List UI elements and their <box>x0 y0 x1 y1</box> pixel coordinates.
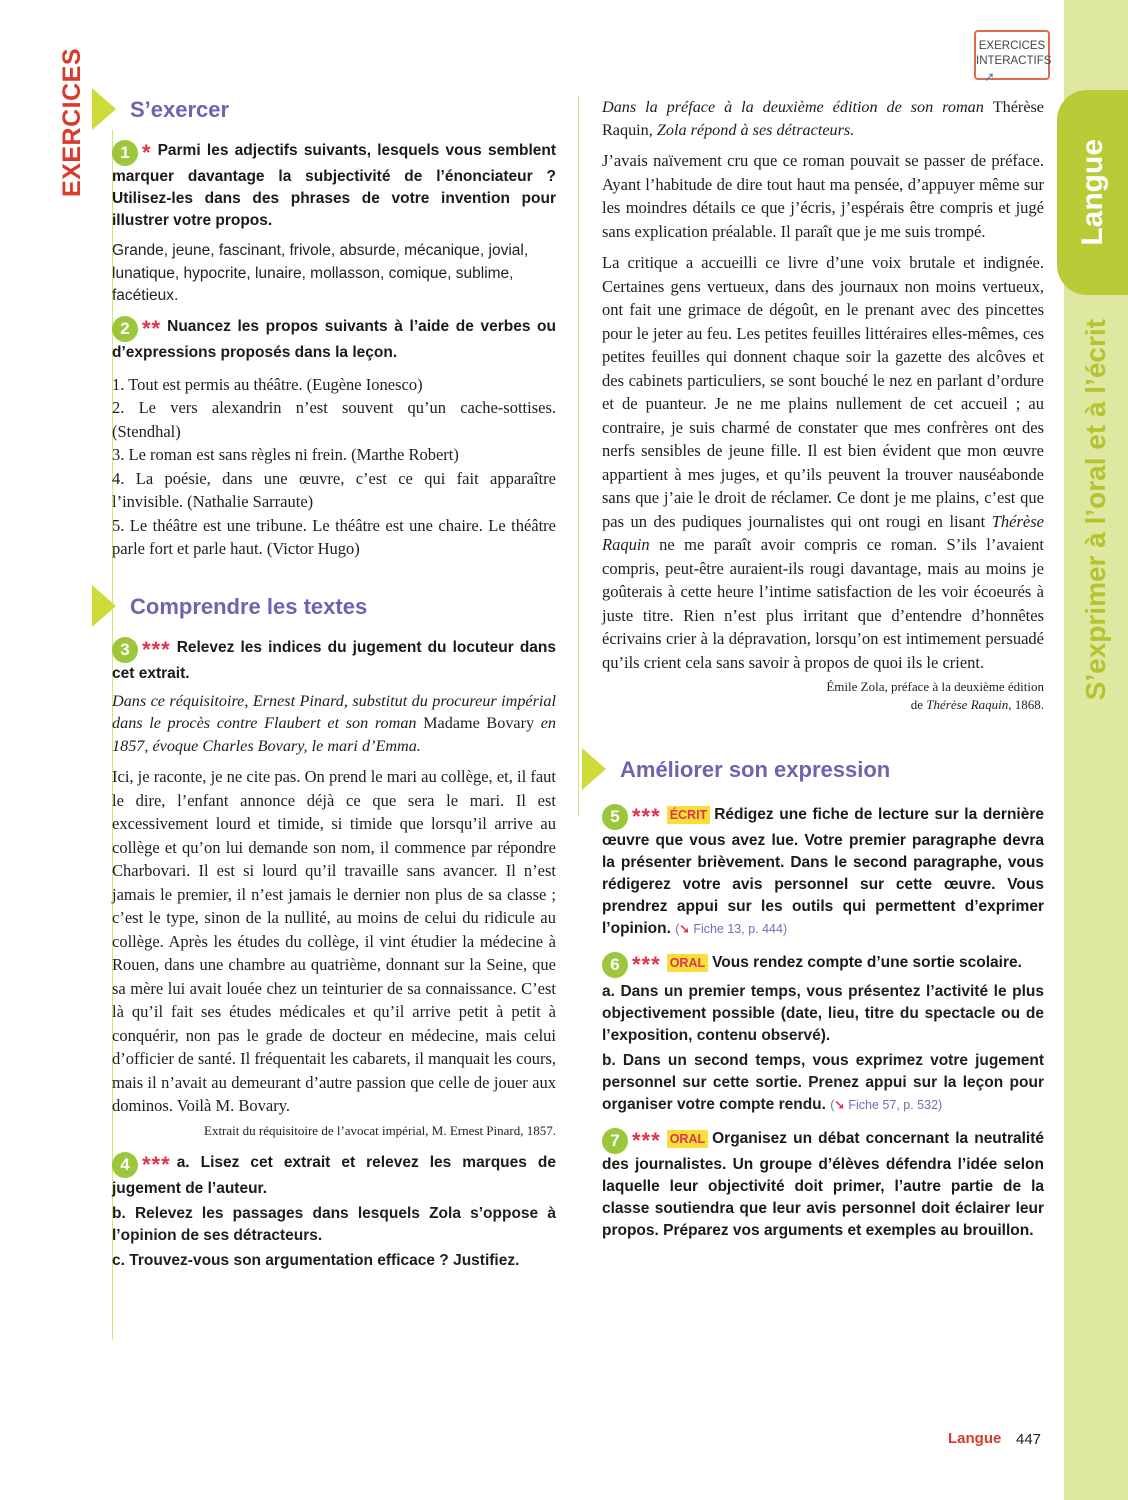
section-marker-icon <box>582 748 606 790</box>
section-title: Améliorer son expression <box>620 757 891 782</box>
difficulty-stars: *** <box>632 804 661 829</box>
extract-credit: Extrait du réquisitoire de l’avocat impérial, M. Ernest Pinard, 1857. <box>204 1122 556 1138</box>
extract-text: Ici, je raconte, je ne cite pas. On prend le mari au collège, et, il faut le dire, l’enfant annonce déjà ce que sera le mari. Il est excessivement lourd et timide, si timide que lorsqu’il arrive au collège et qu’on lui demande son nom, il commence par répondre Charbovari. Il est si lourd qu’il travaille sans avancer. Il n’est jamais le premier, il n’est jamais le dernier non plus de sa classe ; c’est le type, sinon de la nullité, au moins de celui du ridicule au collège. Après les études du collège, il vint étudier la médecine à Rouen, dans une chambre au quatrième, donnant sur la Seine, que sa mère lui avait louée chez un teinturier de sa connaissance. C’est là qu’il fait ses études médicales et qu’il arrive petit à petit à conquérir, non pas le grade de docteur en médecine, mais celui d’officier de santé. Il fréquentait les cabarets, il manquait les cours, mais il n’avait au demeurant d’autre passion que celle de jouer aux dominos. Voilà M. Bovary. <box>112 767 556 1115</box>
exercise-number: 1 <box>112 140 138 166</box>
difficulty-stars: *** <box>142 636 171 662</box>
exercise-6-question-b: b. Dans un second temps, vous exprimez votre jugement personnel sur cette sortie. Prenez appui sur la leçon pour organiser votre compte rendu. (➘ Fiche 57, p. 532) <box>602 1052 1044 1113</box>
fiche-link[interactable]: (➘ Fiche 57, p. 532) <box>830 1098 943 1112</box>
exercise-2-question: 2 ** Nuancez les propos suivants à l’aide de verbes ou d’expressions proposés dans la leçon. <box>112 315 556 361</box>
exercise-number: 4 <box>112 1152 138 1178</box>
section-sexercer <box>112 88 556 132</box>
difficulty-stars: *** <box>632 1128 661 1153</box>
section-marker-icon <box>92 585 116 627</box>
exercise-3 <box>112 637 556 1140</box>
right-column <box>602 96 1044 1242</box>
section-marker-icon <box>92 88 116 130</box>
list-item: 4. La poésie, dans une œuvre, c’est ce qui fait apparaître l’invisible. (Nathalie Sarraute) <box>112 468 556 511</box>
footer-section-label: Langue <box>948 1430 1002 1447</box>
left-column <box>112 88 556 1272</box>
exercise-number: 3 <box>112 637 138 663</box>
exercise-5 <box>602 804 1044 940</box>
exercise-4-question-b: b. Relevez les passages dans lesquels Zola s’oppose à l’opinion de ses détracteurs. <box>112 1204 556 1244</box>
page-number: 447 <box>1016 1431 1042 1448</box>
exercise-1-question: 1 * Parmi les adjectifs suivants, lesquels vous semblent marquer davantage la subjectivité de l’énonciateur ? Utilisez-les dans des phrases de votre invention pour illustrer votre propos. <box>112 140 556 229</box>
difficulty-stars: *** <box>632 952 661 977</box>
exercise-4-question-c: c. Trouvez-vous son argumentation efficace ? Justifiez. <box>112 1251 520 1269</box>
zola-intro: Dans la préface à la deuxième édition de son roman Thérèse Raquin, Zola répond à ses détracteurs. <box>602 98 1044 139</box>
tab-langue[interactable]: Langue <box>1057 90 1128 295</box>
exercise-number: 2 <box>112 316 138 342</box>
difficulty-stars: ** <box>142 315 162 341</box>
arrow-icon: ➘ <box>834 1098 845 1112</box>
exercise-1 <box>112 140 556 308</box>
oral-badge: ORAL <box>667 1130 708 1148</box>
oral-badge: ORAL <box>667 954 708 972</box>
tab-sexprimer[interactable]: S’exprimer à l’oral et à l’écrit <box>1080 319 1111 701</box>
interactive-line-1: EXERCICES <box>978 40 1046 52</box>
section-comprendre <box>112 585 556 629</box>
section-ameliorer <box>602 748 1044 792</box>
fiche-link[interactable]: (➘ Fiche 13, p. 444) <box>675 922 788 936</box>
interactive-line-2: INTERACTIFS <box>976 55 1052 67</box>
exercise-2 <box>112 316 556 561</box>
difficulty-stars: *** <box>142 1151 171 1177</box>
interactive-exercises-button[interactable] <box>974 30 1052 84</box>
exercise-4-question-a: 4 *** a. Lisez cet extrait et relevez les marques de jugement de l’auteur. <box>112 1151 556 1197</box>
cursor-arrow-icon: ➚ <box>984 69 995 84</box>
adjective-list: Grande, jeune, fascinant, frivole, absurde, mécanique, jovial, lunatique, hypocrite, lunaire, mollasson, comique, sublime, facétieux. <box>112 242 529 304</box>
difficulty-stars: * <box>142 140 152 165</box>
right-column-rule <box>578 96 579 816</box>
zola-credit: Émile Zola, préface à la deuxième édition de Thérèse Raquin, 1868. <box>826 679 1044 712</box>
exercise-7-question: 7 *** ORAL Organisez un débat concernant la neutralité des journalistes. Un groupe d’élèves défendra l’idée selon laquelle leur objectivité doit primer, l’autre partie de la classe soutiendra que leur avis personnel doit éclairer leur propos. Préparez vos arguments et exemples au brouillon. <box>602 1128 1044 1239</box>
section-title: Comprendre les textes <box>130 593 368 619</box>
exercise-3-question: 3 *** Relevez les indices du jugement du locuteur dans cet extrait. <box>112 636 556 682</box>
exercise-7 <box>602 1128 1044 1242</box>
section-title: S’exercer <box>130 97 230 122</box>
quote-list <box>112 373 556 561</box>
zola-paragraph-1: J’avais naïvement cru que ce roman pouvait se passer de préface. Ayant l’habitude de dire tout haut ma pensée, d’appuyer même sur les moindres détails ce que j’écris, j’espérais être compris et jugé sans explication préalable. Il paraît que je me suis trompé. <box>602 151 1044 241</box>
extract-intro: Dans ce réquisitoire, Ernest Pinard, substitut du procureur impérial dans le procès contre Flaubert et son roman Madame Bovary en 1857, évoque Charles Bovary, le mari d’Emma. <box>112 691 557 755</box>
ecrit-badge: ÉCRIT <box>667 806 711 824</box>
list-item: 1. Tout est permis au théâtre. (Eugène Ionesco) <box>112 374 423 394</box>
arrow-icon: ➘ <box>679 922 690 936</box>
exercise-number: 7 <box>602 1128 628 1154</box>
exercise-6-question: 6 *** ORAL Vous rendez compte d’une sortie scolaire. <box>602 952 1044 978</box>
list-item: 5. Le théâtre est une tribune. Le théâtre est une chaire. Le théâtre parle fort et parle haut. (Victor Hugo) <box>112 515 556 558</box>
exercise-6 <box>602 952 1044 1116</box>
list-item: 3. Le roman est sans règles ni frein. (Marthe Robert) <box>112 445 459 464</box>
exercise-5-question: 5 *** ÉCRIT Rédigez une fiche de lecture sur la dernière œuvre que vous avez lue. Votre premier paragraphe devra la présenter brièvement. Dans le second paragraphe, vous rédigerez votre avis personnel sur cette œuvre. Vous prendrez appui sur les outils qui permettent d’exprimer l’opinion. (➘ Fiche 13, p. 444) <box>602 804 1044 937</box>
list-item: 2. Le vers alexandrin n’est souvent qu’un cache-sottises. (Stendhal) <box>112 398 556 441</box>
exercices-side-label: EXERCICES <box>57 48 86 197</box>
zola-paragraph-2: La critique a accueilli ce livre d’une voix brutale et indignée. Certaines gens vertueux, dans des journaux non moins vertueux, ont fait une grimace de dégoût, en le prenant avec des pincettes pour le jeter au feu. Les petites feuilles littéraires elles-mêmes, ces petites feuilles qui donnent chaque soir la gazette des alcôves et des cabinets particuliers, se sont bouché le nez en parlant d’ordure et de puanteur. Je ne me plains nullement de cet accueil ; au contraire, je suis charmé de constater que mes confrères ont des nerfs sensibles de jeune fille. Il est bien évident que mon œuvre appartient à mes juges, et qu’ils peuvent la trouver nauséabonde sans que j’aie le droit de réclamer. Ce dont je me plains, c’est que pas un des pudiques journalistes qui ont rougi en lisant Thérèse Raquin ne me paraît avoir compris ce roman. S’ils l’avaient compris, peut-être auraient-ils rougi davantage, mais au moins je goûterais à cette heure l’intime satisfaction de les voir écoeurés à juste titre. Rien n’est plus irritant que d’entendre d’honnêtes écrivains crier à la dépravation, lorsqu’on est intimement persuadé qu’ils crient cela sans savoir à propos de quoi ils le crient. <box>602 253 1044 672</box>
exercise-6-question-a: a. Dans un premier temps, vous présentez l’activité le plus objectivement possible (date, lieu, titre du spectacle ou de l’exposition, contenu observé). <box>602 983 1044 1044</box>
exercise-number: 6 <box>602 952 628 978</box>
exercise-number: 5 <box>602 804 628 830</box>
exercise-4 <box>112 1152 556 1272</box>
